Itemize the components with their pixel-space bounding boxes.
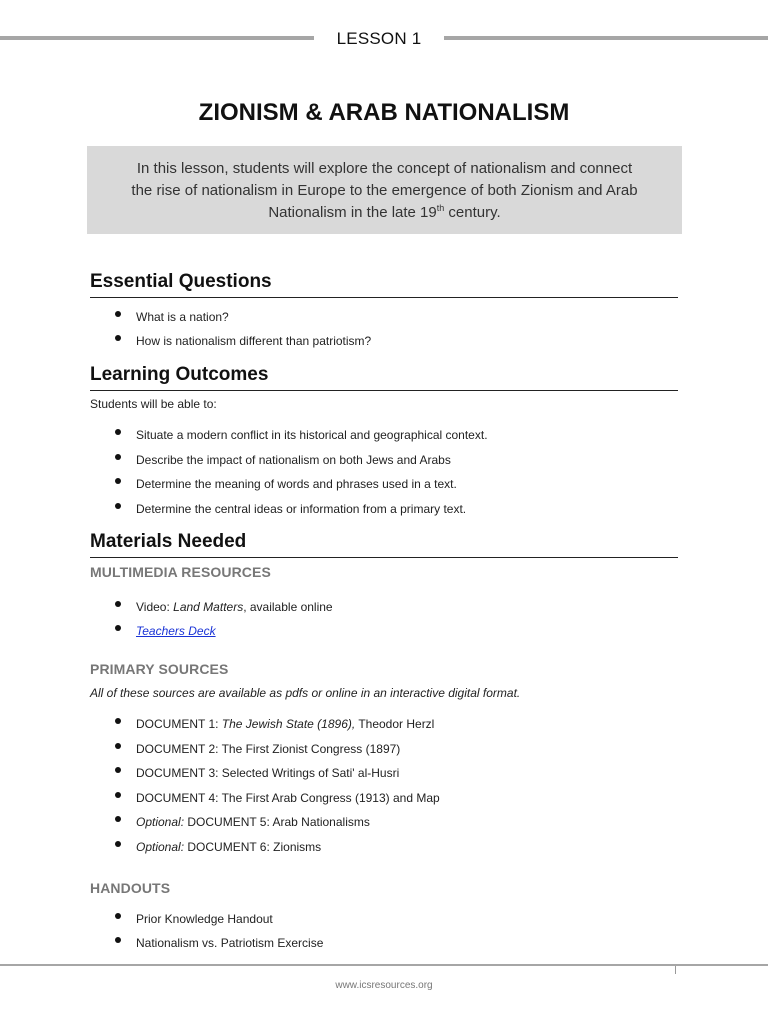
list-item: How is nationalism different than patriotism?	[112, 329, 371, 353]
intro-line-3	[117, 202, 652, 224]
video-title: Land Matters	[173, 600, 244, 614]
list-item	[112, 712, 440, 737]
page-title: ZIONISM & ARAB NATIONALISM	[198, 99, 570, 126]
intro-line-2: the rise of nationalism in Europe to the emergence of both Zionism and Arab	[131, 182, 638, 199]
footer-url: www.icsresources.org	[335, 980, 433, 991]
multimedia-resources-heading: MULTIMEDIA RESOURCES	[90, 564, 271, 580]
learning-outcomes-intro: Students will be able to:	[90, 397, 217, 411]
intro-line-3-end: century.	[444, 204, 501, 221]
list-item: Nationalism vs. Patriotism Exercise	[112, 931, 323, 955]
list-item: DOCUMENT 4: The First Arab Congress (1913) and Map	[112, 786, 440, 811]
list-item: Determine the central ideas or information from a primary text.	[112, 497, 488, 522]
primary-sources-list	[112, 712, 440, 859]
footer-rule	[0, 964, 768, 966]
intro-line-1: In this lesson, students will explore the concept of nationalism and connect	[136, 160, 633, 177]
doc1-author: Theodor Herzl	[355, 717, 435, 731]
video-prefix: Video:	[136, 600, 174, 614]
list-item: Situate a modern conflict in its historical and geographical context.	[112, 423, 488, 448]
video-suffix: , available online	[243, 600, 333, 614]
primary-sources-heading: PRIMARY SOURCES	[90, 661, 229, 677]
handouts-list	[112, 907, 323, 955]
list-item	[112, 810, 440, 835]
doc5-text: DOCUMENT 5: Arab Nationalisms	[184, 815, 370, 829]
lesson-label: LESSON 1	[336, 29, 422, 48]
list-item: Determine the meaning of words and phrases used in a text.	[112, 472, 488, 497]
list-item: DOCUMENT 2: The First Zionist Congress (1897)	[112, 737, 440, 762]
multimedia-list	[112, 595, 333, 643]
optional-label: Optional:	[136, 815, 185, 829]
list-item: What is a nation?	[112, 305, 371, 329]
header-rule-left	[0, 36, 314, 40]
primary-sources-note: All of these sources are available as pdfs or online in an interactive digital format.	[90, 686, 521, 700]
doc1-title: The Jewish State (1896),	[221, 717, 356, 731]
list-item: Describe the impact of nationalism on both Jews and Arabs	[112, 448, 488, 473]
list-item	[112, 835, 440, 860]
doc1-prefix: DOCUMENT 1:	[136, 717, 222, 731]
footer-tick	[675, 966, 676, 974]
materials-needed-heading: Materials Needed	[90, 530, 678, 558]
list-item: DOCUMENT 3: Selected Writings of Sati' al-Husri	[112, 761, 440, 786]
intro-line-3-text: Nationalism in the late 19	[268, 204, 437, 221]
list-item: Prior Knowledge Handout	[112, 907, 323, 931]
optional-label: Optional:	[136, 839, 185, 854]
essential-questions-list	[112, 305, 371, 353]
lesson-header	[0, 28, 768, 50]
essential-questions-heading: Essential Questions	[90, 270, 678, 298]
list-item-deck	[112, 619, 333, 643]
learning-outcomes-heading: Learning Outcomes	[90, 363, 678, 391]
list-item-video	[112, 595, 333, 619]
handouts-heading: HANDOUTS	[90, 880, 171, 896]
learning-outcomes-list	[112, 423, 488, 521]
intro-summary-box	[87, 146, 682, 234]
doc6-text: DOCUMENT 6: Zionisms	[184, 839, 322, 854]
header-rule-right	[444, 36, 768, 40]
intro-superscript: th	[436, 203, 445, 213]
teachers-deck-link[interactable]: Teachers Deck	[136, 624, 216, 638]
